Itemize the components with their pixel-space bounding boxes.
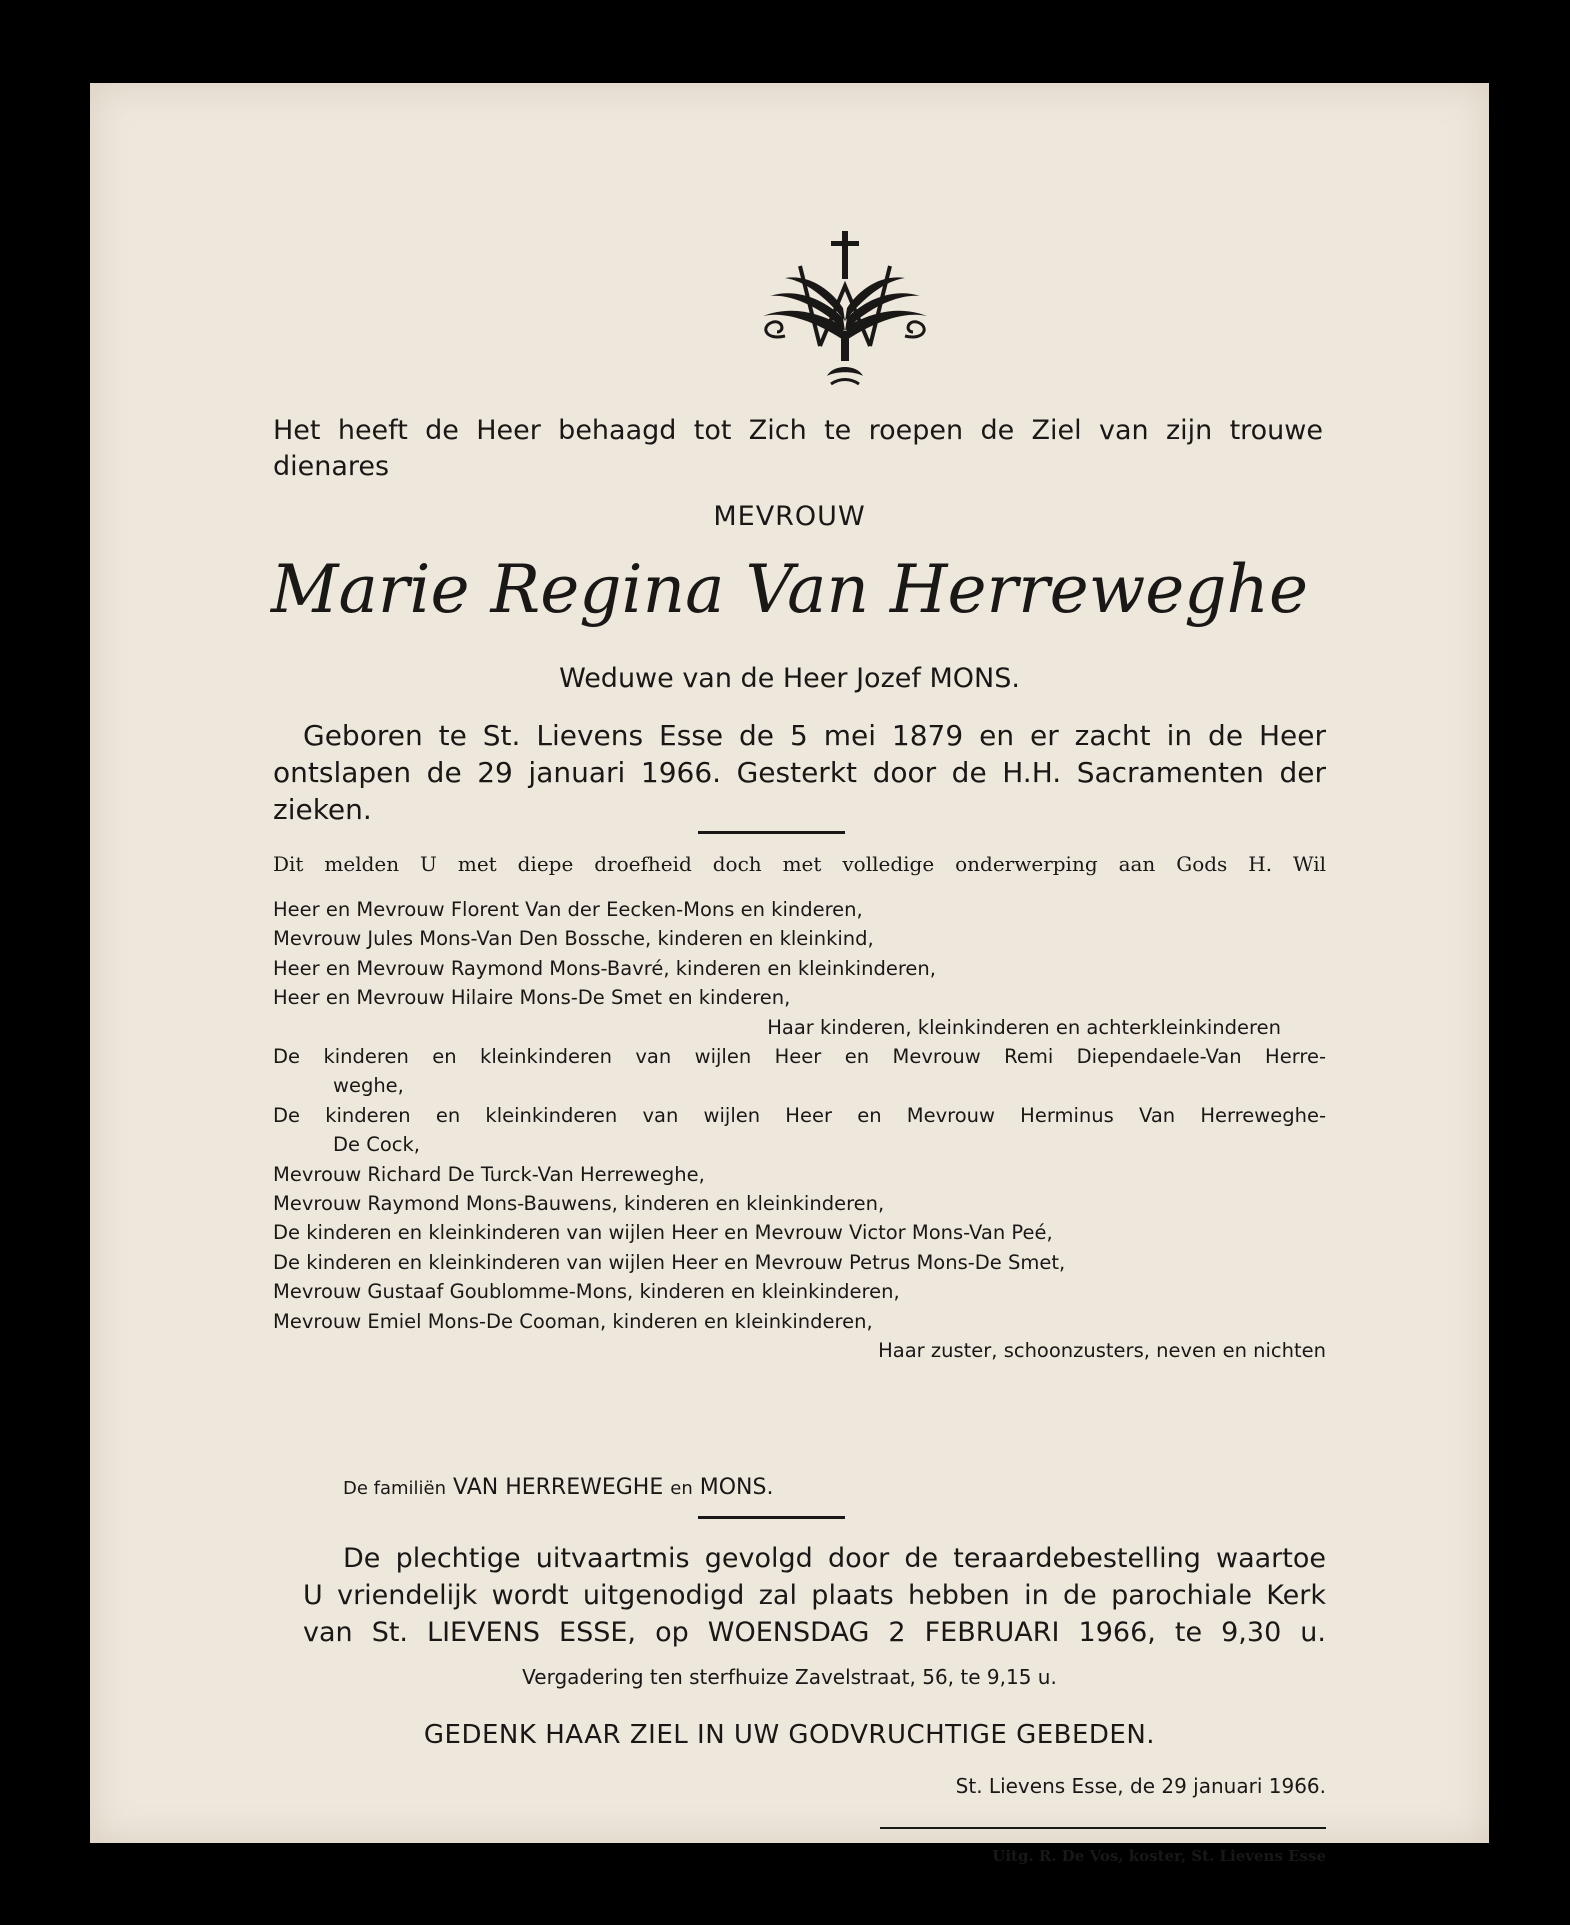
divider-3 (880, 1827, 1326, 1829)
title-prefix: MEVROUW (713, 501, 866, 532)
family-line: Heer en Mevrouw Hilaire Mons-De Smet en kinderen, (273, 986, 791, 1010)
birth-line-3: zieken. (273, 793, 372, 826)
family-list (273, 895, 1326, 1366)
family-line: Mevrouw Jules Mons-Van Den Bossche, kinderen en kleinkind, (273, 927, 874, 951)
cross-monogram-emblem (745, 226, 945, 391)
intro-line-2: dienares (273, 451, 390, 482)
funeral-line-2: U vriendelijk wordt uitgenodigd zal plaats hebben in de parochiale Kerk (303, 1580, 1326, 1611)
family-line: De kinderen en kleinkinderen van wijlen Heer en Mevrouw Victor Mons-Van Peé, (273, 1221, 1053, 1245)
memorial-card (90, 83, 1489, 1865)
remember-line: GEDENK HAAR ZIEL IN UW GODVRUCHTIGE GEBEDEN. (423, 1720, 1156, 1750)
family-line: De kinderen en kleinkinderen van wijlen Heer en Mevrouw Herminus Van Herreweghe- (273, 1103, 1326, 1127)
birth-death-paragraph (273, 717, 1326, 828)
families-line (343, 1475, 773, 1500)
family-line: De kinderen en kleinkinderen van wijlen Heer en Mevrouw Petrus Mons-De Smet, (273, 1250, 1066, 1274)
family-line: Mevrouw Emiel Mons-De Cooman, kinderen en kleinkinderen, (273, 1309, 873, 1333)
families-name-1: VAN HERREWEGHE (453, 1475, 664, 1500)
family-line: Heer en Mevrouw Florent Van der Eecken-Mons en kinderen, (273, 898, 863, 921)
birth-line-2: ontslapen de 29 januari 1966. Gesterkt door de H.H. Sacramenten der (273, 756, 1326, 789)
families-prefix: De familiën (343, 1478, 447, 1499)
families-and: en (670, 1478, 693, 1499)
family-line: weghe, (333, 1074, 404, 1098)
meeting-line: Vergadering ten sterfhuize Zavelstraat, 56, te 9,15 u. (522, 1665, 1057, 1689)
publisher-line: Uitg. R. De Vos, koster, St. Lievens Esse (992, 1847, 1326, 1865)
widow-of-line: Weduwe van de Heer Jozef MONS. (559, 663, 1020, 694)
funeral-line-3: van St. LIEVENS ESSE, op WOENSDAG 2 FEBRUARI 1966, te 9,30 u. (303, 1617, 1326, 1648)
family-line: Heer en Mevrouw Raymond Mons-Bavré, kinderen en kleinkinderen, (273, 956, 936, 980)
family-line: Mevrouw Raymond Mons-Bauwens, kinderen en kleinkinderen, (273, 1192, 885, 1216)
family-line: Mevrouw Gustaaf Goublomme-Mons, kinderen en kleinkinderen, (273, 1280, 900, 1304)
announcement-line: Dit melden U met diepe droefheid doch met volledige onderwerping aan Gods H. Wil (273, 852, 1326, 876)
funeral-paragraph (303, 1540, 1326, 1651)
birth-line-1: Geboren te St. Lievens Esse de 5 mei 1879 en er zacht in de Heer (303, 719, 1326, 752)
deceased-name: Marie Regina Van Herreweghe (270, 551, 1309, 628)
divider-1 (698, 831, 845, 834)
funeral-line-1: De plechtige uitvaartmis gevolgd door de teraardebestelling waartoe (343, 1543, 1326, 1574)
intro-line-1: Het heeft de Heer behaagd tot Zich te roepen de Ziel van zijn trouwe (273, 415, 1323, 446)
place-date-line: St. Lievens Esse, de 29 januari 1966. (955, 1774, 1326, 1798)
family-line: De kinderen en kleinkinderen van wijlen Heer en Mevrouw Remi Diependaele-Van Herre- (273, 1045, 1326, 1069)
family-line: Mevrouw Richard De Turck-Van Herreweghe, (273, 1162, 705, 1186)
divider-2 (698, 1516, 845, 1519)
family-line: Haar kinderen, kleinkinderen en achterkleinkinderen (767, 1015, 1281, 1039)
family-line: De Cock, (333, 1133, 420, 1157)
families-name-2: MONS. (699, 1475, 774, 1500)
family-line: Haar zuster, schoonzusters, neven en nichten (878, 1339, 1326, 1363)
